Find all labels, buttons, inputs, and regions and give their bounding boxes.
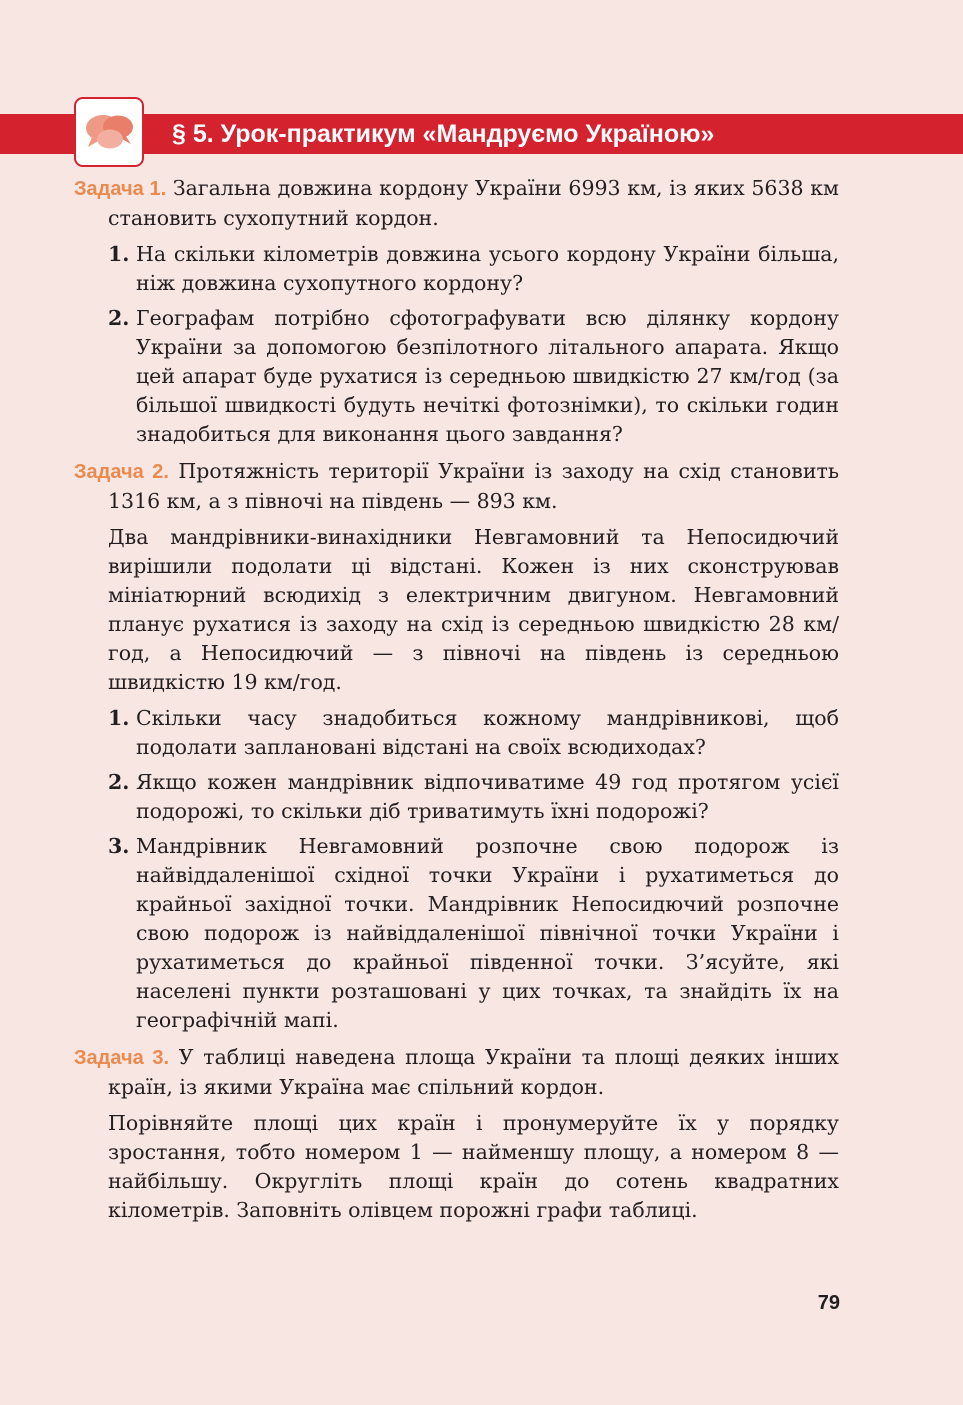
task-statement <box>74 457 839 516</box>
question-text: Якщо кожен мандрівник відпочиватиме 49 год протягом усієї подорожі, то скільки діб триватимуть їхні подорожі? <box>136 770 839 823</box>
question-number: 3. <box>108 834 130 858</box>
task-paragraph: Два мандрівники-винахідники Невгамовний та Непосидючий вирішили подолати ці відстані. Кожен із них сконструював мініатюрний всюдихід з електричним двигуном. Невгамовний планує рухатися із заходу на схід із середньою швидкістю 28 км/год, а Непосидючий — з півночі на південь із середньою швидкістю 19 км/год. <box>108 525 839 694</box>
question-item <box>108 704 839 762</box>
speech-bubbles-icon <box>82 107 138 159</box>
question-number: 1. <box>108 706 130 730</box>
task-text: У таблиці наведена площа України та площі деяких інших країн, із якими Україна має спільний кордон. <box>108 1045 839 1099</box>
task-statement <box>74 1043 839 1102</box>
task-paragraph: Порівняйте площі цих країн і пронумеруйте їх у порядку зростання, тобто номером 1 — найменшу площу, а номером 8 — найбільшу. Округліть площі країн до сотень квадратних кілометрів. Заповніть олівцем порожні графи таблиці. <box>108 1111 839 1222</box>
question-number: 1. <box>108 242 130 266</box>
task-label: Задача 3. <box>74 1047 170 1069</box>
page-number: 79 <box>817 1292 840 1314</box>
question-text: Скільки часу знадобиться кожному мандрівникові, щоб подолати заплановані відстані на своїх всюдиходах? <box>136 706 839 759</box>
task-label: Задача 2. <box>74 461 169 483</box>
task-text: Загальна довжина кордону України 6993 км, із яких 5638 км становить сухопутний кордон. <box>108 176 839 230</box>
question-item <box>108 304 839 449</box>
task-1 <box>74 174 839 449</box>
question-item <box>108 768 839 826</box>
question-text: На скільки кілометрів довжина усього кордону України більша, ніж довжина сухопутного кордону? <box>136 242 839 295</box>
task-text: Протяжність території України із заходу на схід становить 1316 км, а з півночі на південь — 893 км. <box>108 459 839 513</box>
task-statement <box>74 174 839 233</box>
question-list <box>108 704 839 1035</box>
question-item <box>108 240 839 298</box>
page-title: § 5. Урок-практикум «Мандруємо Україною» <box>172 120 715 148</box>
header-icon-box <box>74 97 144 167</box>
task-2 <box>74 457 839 1035</box>
task-label: Задача 1. <box>74 178 167 200</box>
question-text: Мандрівник Невгамовний розпочне свою подорож із найвіддаленішої східної точки України і рухатиметься до крайньої західної точки. Мандрівник Непосидючий розпочне свою подорож із найвіддаленішої північної точки України і рухатиметься до крайньої південної точки. З’ясуйте, які населені пункти розташовані у цих точках, та знайдіть їх на географічній мапі. <box>136 834 839 1032</box>
question-list <box>108 240 839 449</box>
question-item <box>108 832 839 1035</box>
question-text: Географам потрібно сфотографувати всю ділянку кордону України за допомогою безпілотного літального апарата. Якщо цей апарат буде рухатися із середньою швидкістю 27 км/год (за більшої швидкості будуть нечіткі фотознімки), то скільки годин знадобиться для виконання цього завдання? <box>136 306 839 446</box>
question-number: 2. <box>108 770 130 794</box>
content <box>74 174 839 1233</box>
question-number: 2. <box>108 306 130 330</box>
task-3 <box>74 1043 839 1225</box>
